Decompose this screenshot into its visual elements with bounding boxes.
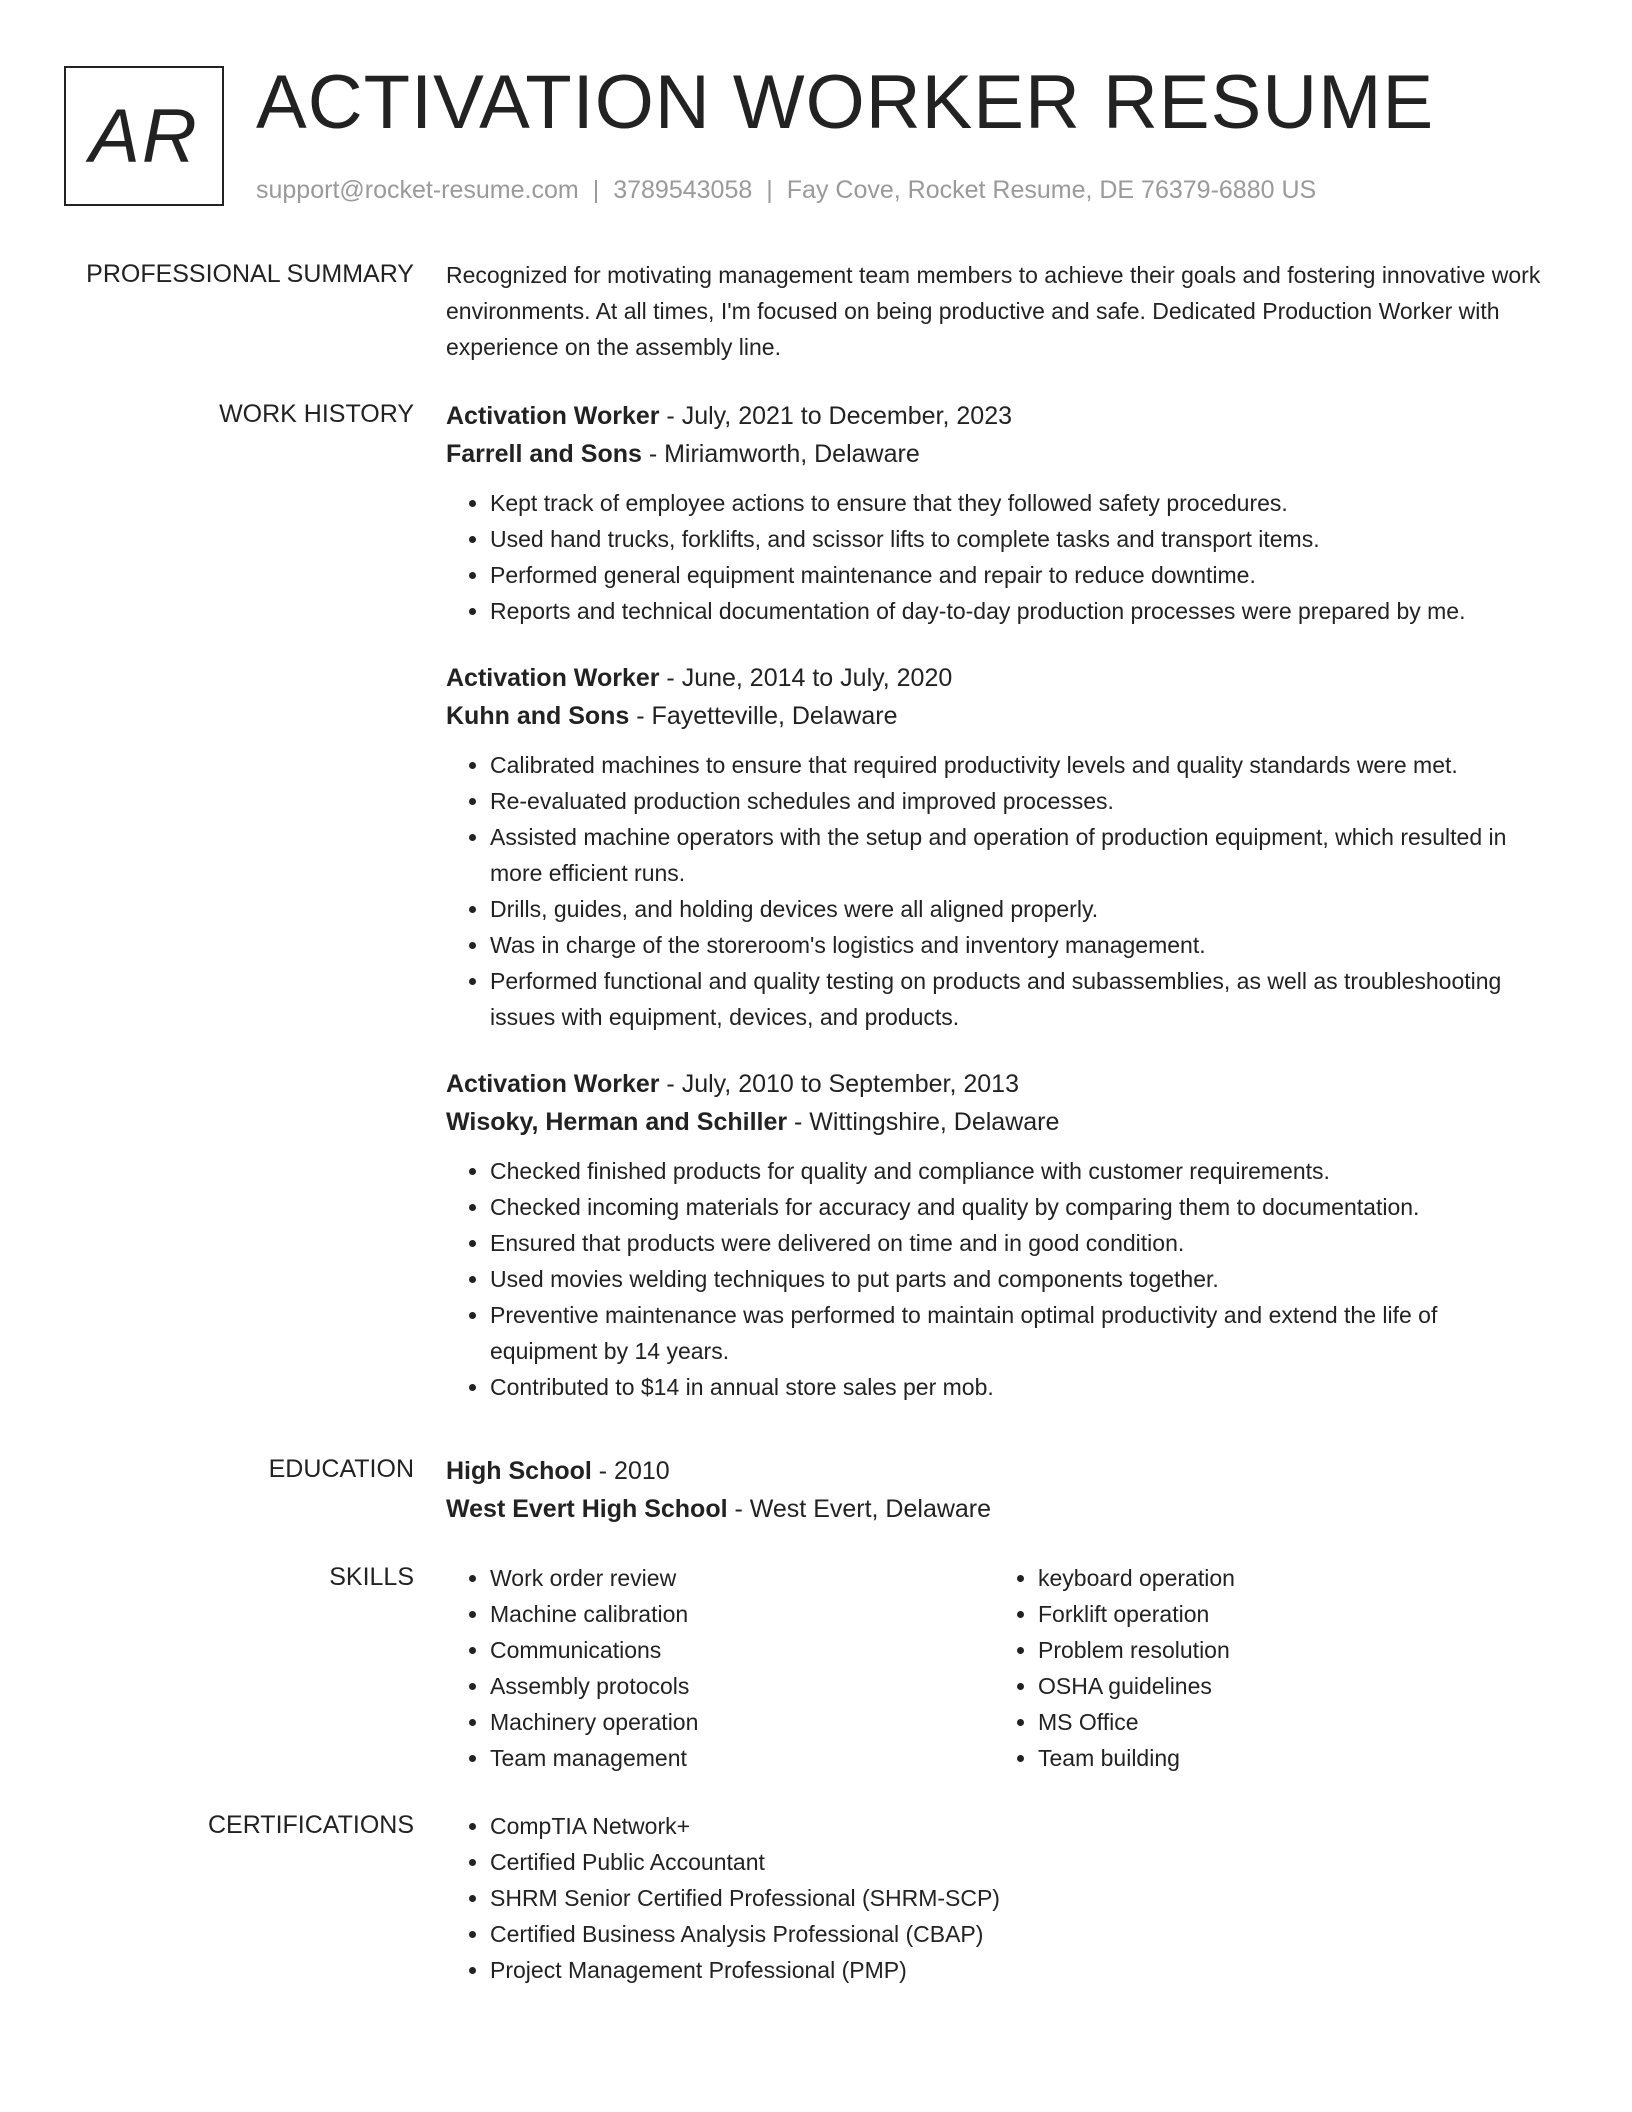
list-item: • Reports and technical documentation of day-to-day production processes were prepared by me.: [490, 593, 1546, 629]
job-location: - Wittingshire, Delaware: [787, 1108, 1060, 1136]
section-label-education: EDUCATION: [268, 1455, 414, 1483]
job-title-line: [446, 397, 1546, 435]
list-item: • Machinery operation: [490, 1704, 698, 1740]
list-item: • SHRM Senior Certified Professional (SHRM-SCP): [490, 1880, 1546, 1916]
job-title-line: [446, 1065, 1546, 1103]
contact-separator: |: [592, 176, 600, 204]
contact-address: Fay Cove, Rocket Resume, DE 76379-6880 US: [786, 176, 1317, 204]
list-item: • Assembly protocols: [490, 1668, 698, 1704]
job-dates: - July, 2021 to December, 2023: [659, 402, 1012, 430]
monogram-logo: AR: [64, 66, 224, 206]
education-body: [446, 1452, 1546, 1528]
list-item: • Contributed to $14 in annual store sales per mob.: [490, 1369, 1546, 1405]
list-item: • Forklift operation: [1038, 1596, 1235, 1632]
job-company: Wisoky, Herman and Schiller: [446, 1108, 788, 1136]
job-location: - Fayetteville, Delaware: [629, 702, 898, 730]
section-label-certifications: CERTIFICATIONS: [207, 1811, 414, 1839]
list-item: • Certified Public Accountant: [490, 1844, 1546, 1880]
education-degree: High School: [446, 1457, 592, 1485]
job-company-line: [446, 435, 1546, 473]
job-entry: [446, 1065, 1546, 1405]
job-title: Activation Worker: [446, 664, 660, 692]
job-title: Activation Worker: [446, 1070, 660, 1098]
job-company-line: [446, 697, 1546, 735]
list-item: • Project Management Professional (PMP): [490, 1952, 1546, 1988]
job-bullets: [446, 747, 1546, 1035]
contact-phone[interactable]: 3789543058: [613, 176, 753, 204]
list-item: • Drills, guides, and holding devices were all aligned properly.: [490, 891, 1546, 927]
list-item: • Checked finished products for quality and compliance with customer requirements.: [490, 1153, 1546, 1189]
certifications-body: [446, 1808, 1546, 1988]
job-company: Kuhn and Sons: [446, 702, 630, 730]
list-item: • Used movies welding techniques to put parts and components together.: [490, 1261, 1546, 1297]
list-item: • Problem resolution: [1038, 1632, 1235, 1668]
list-item: • keyboard operation: [1038, 1560, 1235, 1596]
list-item: • Ensured that products were delivered on time and in good condition.: [490, 1225, 1546, 1261]
list-item: • Was in charge of the storeroom's logistics and inventory management.: [490, 927, 1546, 963]
list-item: • MS Office: [1038, 1704, 1235, 1740]
work-history-body: [446, 397, 1546, 1405]
education-year: - 2010: [591, 1457, 670, 1485]
list-item: • Performed general equipment maintenance and repair to reduce downtime.: [490, 557, 1546, 593]
list-item: • CompTIA Network+: [490, 1808, 1546, 1844]
list-item: • Communications: [490, 1632, 698, 1668]
list-item: • Machine calibration: [490, 1596, 698, 1632]
job-company-line: [446, 1103, 1546, 1141]
list-item: • Work order review: [490, 1560, 698, 1596]
list-item: • OSHA guidelines: [1038, 1668, 1235, 1704]
summary-text: Recognized for motivating management team members to achieve their goals and fostering innovative work environments. At all times, I'm focused on being productive and safe. Dedicated Production Worker with experience on the assembly line.: [446, 262, 1541, 360]
job-bullets: [446, 485, 1546, 629]
section-label-skills: SKILLS: [329, 1563, 414, 1591]
list-item: • Kept track of employee actions to ensure that they followed safety procedures.: [490, 485, 1546, 521]
job-dates: - July, 2010 to September, 2013: [659, 1070, 1019, 1098]
contact-separator: |: [766, 176, 773, 204]
resume-title: ACTIVATION WORKER RESUME: [256, 60, 1435, 145]
education-location: - West Evert, Delaware: [727, 1495, 992, 1523]
skills-list-left: [446, 1560, 698, 1776]
list-item: • Performed functional and quality testing on products and subassemblies, as well as troubleshooting issues with equipment, devices, and products.: [490, 963, 1546, 1035]
list-item: • Assisted machine operators with the setup and operation of production equipment, which resulted in more efficient runs.: [490, 819, 1546, 891]
job-entry: [446, 397, 1546, 629]
job-title-line: [446, 659, 1546, 697]
list-item: • Re-evaluated production schedules and improved processes.: [490, 783, 1546, 819]
job-title: Activation Worker: [446, 402, 660, 430]
job-bullets: [446, 1153, 1546, 1405]
list-item: • Preventive maintenance was performed to maintain optimal productivity and extend the life of equipment by 14 years.: [490, 1297, 1546, 1369]
list-item: • Used hand trucks, forklifts, and scissor lifts to complete tasks and transport items.: [490, 521, 1546, 557]
education-school-line: [446, 1490, 1546, 1528]
certifications-list: [446, 1808, 1546, 1988]
section-label-summary: PROFESSIONAL SUMMARY: [86, 260, 414, 288]
contact-email[interactable]: support@rocket-resume.com: [256, 176, 579, 204]
summary-body: [446, 257, 1546, 365]
list-item: • Checked incoming materials for accuracy and quality by comparing them to documentation.: [490, 1189, 1546, 1225]
job-company: Farrell and Sons: [446, 440, 642, 468]
job-entry: [446, 659, 1546, 1035]
section-label-work-history: WORK HISTORY: [219, 400, 414, 428]
list-item: • Certified Business Analysis Professional (CBAP): [490, 1916, 1546, 1952]
job-dates: - June, 2014 to July, 2020: [659, 664, 953, 692]
list-item: • Team building: [1038, 1740, 1235, 1776]
job-location: - Miriamworth, Delaware: [641, 440, 920, 468]
list-item: • Team management: [490, 1740, 698, 1776]
skills-list-right: [994, 1560, 1235, 1776]
education-degree-line: [446, 1452, 1546, 1490]
education-school: West Evert High School: [446, 1495, 728, 1523]
list-item: • Calibrated machines to ensure that required productivity levels and quality standards were met.: [490, 747, 1546, 783]
contact-line: [256, 174, 1316, 206]
